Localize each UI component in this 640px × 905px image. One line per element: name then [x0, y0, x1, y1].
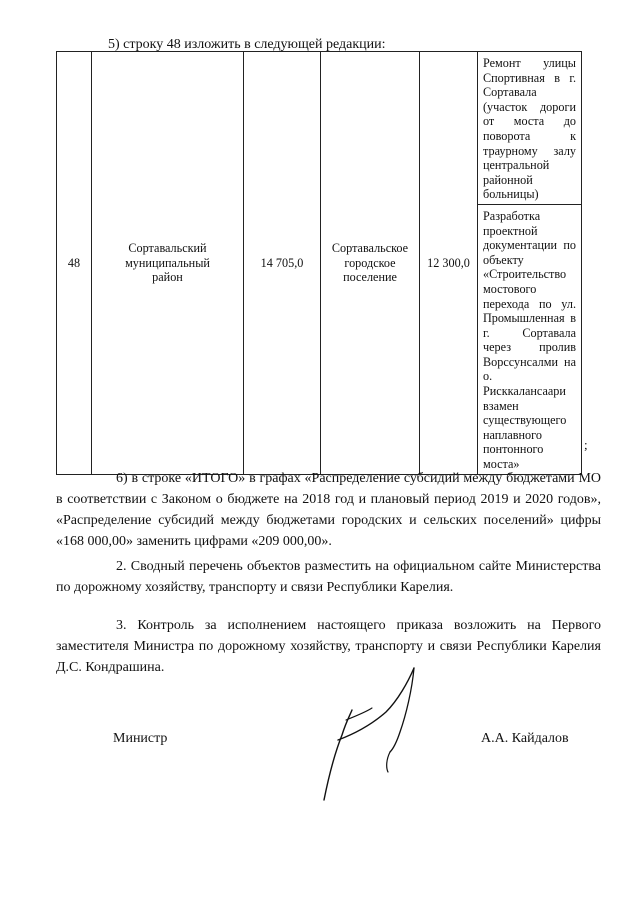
municipality-cell: [92, 52, 244, 475]
paragraph-6: 6) в строке «ИТОГО» в графах «Распределение субсидий между бюджетами МО в соответствии с Законом о бюджете на 2018 год и плановый период 2019 и 2020 годов», «Распределение субсидий между бюджетами городских и сельских поселений» цифры «168 000,00» заменить цифрами «209 000,00».: [56, 471, 601, 549]
signatory-name: А.А. Кайдалов: [481, 731, 569, 746]
municipality-text: Сортавальский муниципальный район: [125, 240, 210, 285]
table-row: [57, 52, 582, 205]
amendment-table: [56, 51, 582, 475]
handwritten-signature: [316, 660, 426, 810]
object-2-cell: Разработка проектной документации по объекту «Строительство мостового перехода по ул. Промышленная в г. Сортавала через пролив Ворссунсалми на о. Рисккалансаари взамен существующего наплавного понтонного моста»: [478, 204, 582, 474]
row-terminator: ;: [584, 437, 588, 452]
settlement-cell: [321, 52, 420, 475]
paragraph-3: 3. Контроль за исполнением настоящего приказа возложить на Первого заместителя Министра по дорожному хозяйству, транспорту и связи Республики Карелия Д.С. Кондрашина.: [56, 618, 601, 675]
amount-1-cell: 14 705,0: [244, 52, 321, 475]
paragraph-2: 2. Сводный перечень объектов разместить на официальном сайте Министерства по дорожному хозяйству, транспорту и связи Республики Карелия.: [56, 559, 601, 595]
amendment-intro: 5) строку 48 изложить в следующей редакции:: [108, 37, 386, 52]
object-1-cell: Ремонт улицы Спортивная в г. Сортавала (участок дороги от моста до поворота к траурному залу центральной районной больницы): [478, 52, 582, 205]
signatory-title: Министр: [113, 731, 168, 746]
amount-2-cell: 12 300,0: [420, 52, 478, 475]
row-number-cell: 48: [57, 52, 92, 475]
settlement-text: Сортавальское городское поселение: [331, 240, 409, 285]
